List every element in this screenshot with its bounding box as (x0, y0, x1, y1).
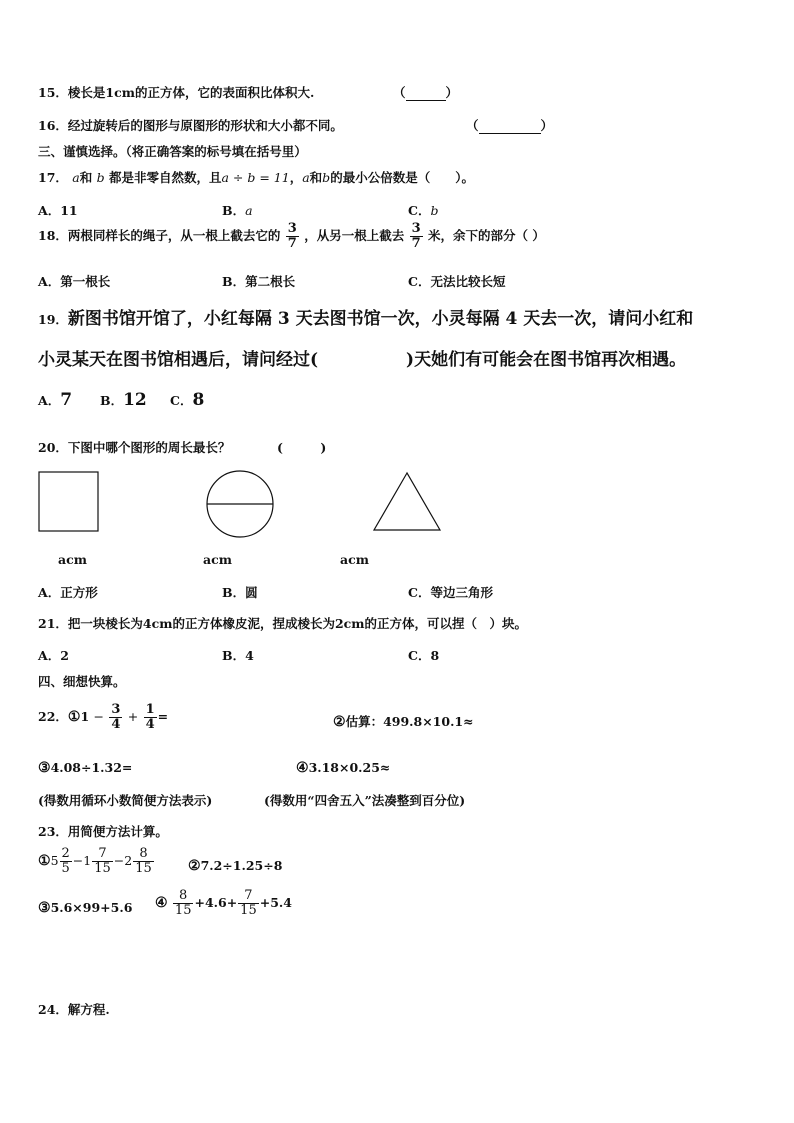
q22-note3: (得数用循环小数简便方法表示) (38, 793, 213, 808)
fraction: $\frac{8}{15}$ (135, 846, 152, 876)
q21-option-b[interactable]: B．4 (222, 648, 254, 663)
fraction: $\frac{1}{4}$ (145, 702, 155, 732)
q19-option-a[interactable]: A．7 (38, 390, 73, 410)
q22-part1: 22．①1 − $\frac{3}{4}$ + $\frac{1}{4}$ = (38, 702, 169, 732)
q16: 16．经过旋转后的图形与原图形的形状和大小都不同。 (38, 118, 343, 133)
fraction: $\frac{7}{15}$ (240, 888, 257, 918)
triangle-shape (374, 473, 440, 530)
circle-label: acm (203, 552, 232, 567)
fraction: $\frac{3}{4}$ (111, 702, 121, 732)
q22-part4: ④3.18×0.25≈ (296, 760, 391, 776)
q19-line1: 19．新图书馆开馆了，小红每隔 3 天去图书馆一次，小灵每隔 4 天去一次，请问小红和 (38, 309, 694, 329)
q20-figures (0, 0, 794, 560)
q21: 21．把一块棱长为4cm的正方体橡皮泥，捏成棱长为2cm的正方体，可以捏（ ）块。 (38, 616, 527, 631)
fraction: $\frac{7}{15}$ (94, 846, 111, 876)
q17-option-c[interactable]: C．b (408, 203, 439, 218)
q19-line2: 小灵某天在图书馆相遇后，请问经过( )天她们有可能会在图书馆再次相遇。 (38, 350, 687, 370)
fraction: $\frac{2}{5}$ (61, 846, 70, 876)
q19-option-b[interactable]: B．12 (100, 390, 147, 410)
q23: 23．用简便方法计算。 (38, 824, 168, 839)
fraction: $\frac{8}{15}$ (174, 888, 192, 918)
q23-part3: ③5.6×99+5.6 (38, 900, 133, 916)
q18-option-a[interactable]: A．第一根长 (38, 274, 111, 289)
q20: 20．下图中哪个图形的周长最长？ (38, 440, 231, 455)
section-heading-3: 三、谨慎选择。（将正确答案的标号填在括号里） (38, 144, 307, 159)
q17-option-a[interactable]: A．11 (38, 203, 78, 218)
triangle-label: acm (340, 552, 369, 567)
q22-part3: ③4.08÷1.32= (38, 760, 133, 776)
q23-part2: ②7.2÷1.25÷8 (188, 858, 283, 874)
q24: 24．解方程. (38, 1002, 110, 1017)
q22-part2: ②估算：499.8×10.1≈ (333, 714, 474, 730)
q20-option-a[interactable]: A．正方形 (38, 585, 98, 600)
q16-answer-bracket[interactable]: （ ） (466, 118, 554, 133)
q21-option-a[interactable]: A．2 (38, 648, 69, 663)
fraction: $\frac{3}{7}$ (287, 221, 297, 251)
square-label: acm (58, 552, 87, 567)
q21-option-c[interactable]: C．8 (408, 648, 440, 663)
square-shape (39, 472, 98, 531)
section-heading-4: 四、细想快算。 (38, 674, 126, 689)
q23-part4: ④ $\frac{8}{15}$ +4.6+ $\frac{7}{15}$ +5.4 (155, 888, 292, 918)
circle-shape (207, 471, 273, 537)
fraction: $\frac{3}{7}$ (411, 221, 421, 251)
q15-answer-bracket[interactable]: （ ） (393, 85, 459, 100)
q19-option-c[interactable]: C．8 (170, 390, 205, 410)
q20-answer-bracket[interactable]: ( ) (277, 440, 327, 455)
q18-option-b[interactable]: B．第二根长 (222, 274, 296, 289)
q18-option-c[interactable]: C．无法比较长短 (408, 274, 506, 289)
q18: 18．两根同样长的绳子，从一根上截去它的 $\frac{3}{7}$ ，从另一根上截去 $\frac{3}{7}$ 米，余下的部分（ ） (38, 221, 545, 251)
q20-option-c[interactable]: C．等边三角形 (408, 585, 493, 600)
q23-part1: ①5 $\frac{2}{5}$ −1 $\frac{7}{15}$ −2 $\frac{8}{15}$ (38, 846, 152, 876)
q20-option-b[interactable]: B．圆 (222, 585, 258, 600)
q17: 17． a和 b 都是非零自然数，且a ÷ b = 11，a和b的最小公倍数是（ ）。 (38, 170, 474, 185)
q17-option-b[interactable]: B．a (222, 203, 253, 218)
q22-note4: (得数用“四舍五入”法凑整到百分位) (264, 793, 466, 808)
q15: 15．棱长是1cm的正方体，它的表面积比体积大. (38, 85, 315, 100)
